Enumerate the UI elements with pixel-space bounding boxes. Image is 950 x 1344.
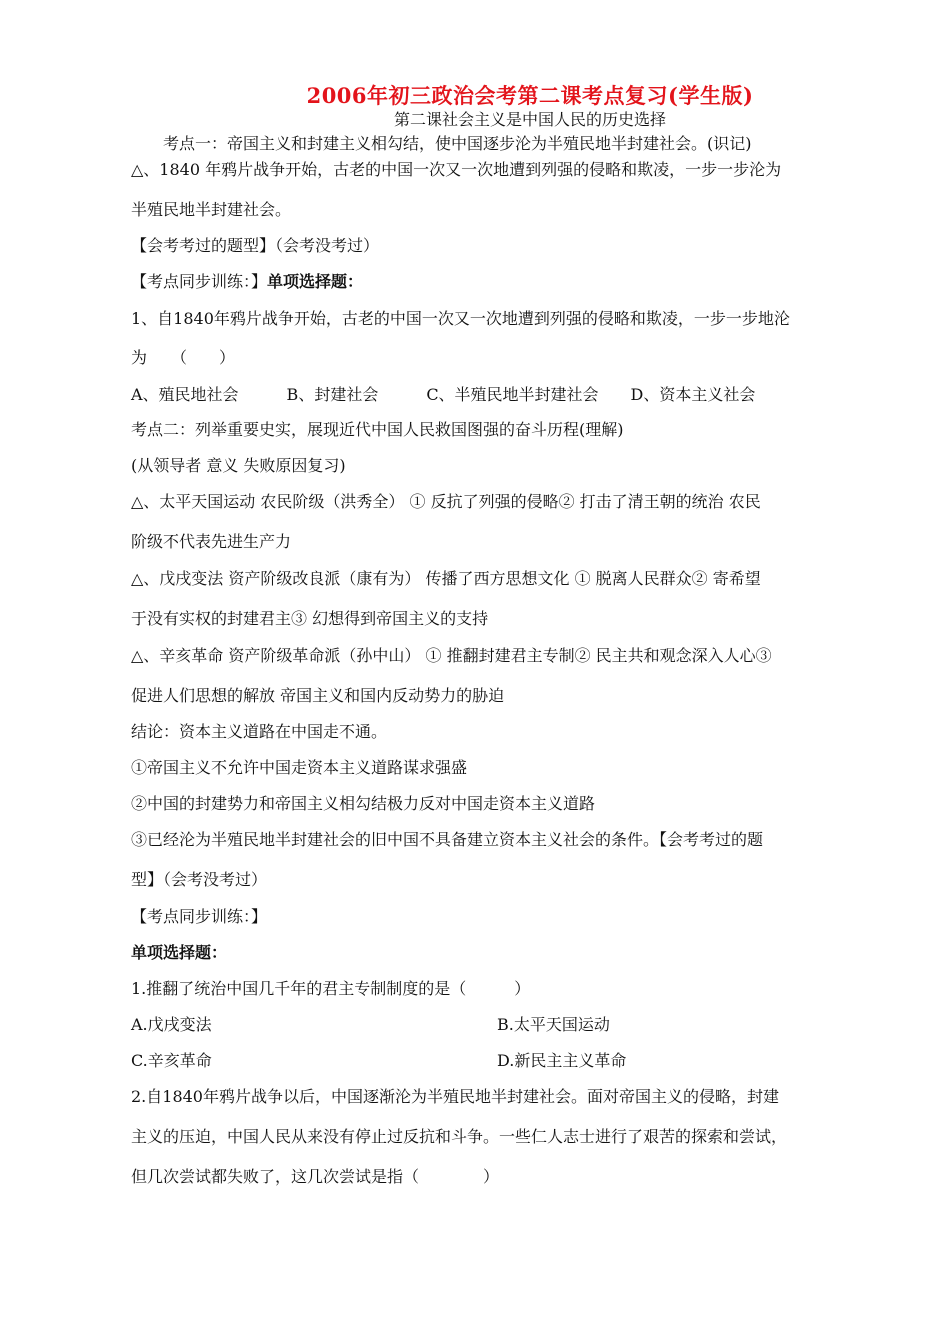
key-point-2-note: (从领导者 意义 失败原因复习) — [131, 456, 346, 475]
question-2-option-a: A.戊戌变法 — [131, 1015, 212, 1034]
paragraph: 半殖民地半封建社会。 — [131, 200, 292, 219]
exam-type-note: 【会考考过的题型】（会考没考过） — [131, 236, 380, 255]
practice-label: 【考点同步训练：】 — [131, 272, 268, 291]
question-2: 1.推翻了统治中国几千年的君主专制制度的是（ ） — [131, 979, 531, 998]
key-point-1: 考点一：帝国主义和封建主义相勾结，使中国逐步沦为半殖民地半封建社会。(识记) — [163, 134, 752, 153]
practice-label-2: 【考点同步训练：】 — [131, 907, 268, 926]
question-3-cont-2: 但几次尝试都失败了，这几次尝试是指（ ） — [131, 1167, 500, 1186]
question-2-option-d: D.新民主主义革命 — [497, 1051, 627, 1070]
document-subtitle: 第二课社会主义是中国人民的历史选择 — [393, 110, 666, 129]
taiping-line-cont: 阶级不代表先进生产力 — [131, 532, 292, 551]
conclusion-point-1: ①帝国主义不允许中国走资本主义道路谋求强盛 — [131, 758, 468, 777]
conclusion-point-2: ②中国的封建势力和帝国主义相勾结极力反对中国走资本主义道路 — [131, 794, 596, 813]
wuxu-line: △、戊戌变法 资产阶级改良派（康有为） 传播了西方思想文化 ① 脱离人民群众② 寄希望 — [131, 569, 761, 588]
wuxu-line-cont: 于没有实权的封建君主③ 幻想得到帝国主义的支持 — [131, 609, 489, 628]
single-choice-label-2: 单项选择题： — [131, 943, 228, 962]
question-3: 2.自1840年鸦片战争以后，中国逐渐沦为半殖民地半封建社会。面对帝国主义的侵略，封建 — [131, 1087, 779, 1106]
xinhai-line: △、辛亥革命 资产阶级革命派（孙中山） ① 推翻封建君主专制② 民主共和观念深入人心③ — [131, 646, 772, 665]
conclusion: 结论：资本主义道路在中国走不通。 — [131, 722, 388, 741]
question-1-cont: 为 （ ） — [131, 348, 236, 367]
single-choice-label: 单项选择题： — [267, 272, 364, 291]
conclusion-point-3: ③已经沦为半殖民地半封建社会的旧中国不具备建立资本主义社会的条件。【会考考过的题 — [131, 830, 764, 849]
practice-heading — [131, 272, 363, 292]
conclusion-point-3-cont: 型】（会考没考过） — [131, 870, 268, 889]
question-1: 1、自1840年鸦片战争开始，古老的中国一次又一次地遭到列强的侵略和欺凌，一步一步地沦 — [131, 309, 790, 328]
question-1-options: A、殖民地社会 B、封建社会 C、半殖民地半封建社会 D、资本主义社会 — [131, 385, 756, 404]
question-2-option-b: B.太平天国运动 — [497, 1015, 610, 1034]
document-title: 2006年初三政治会考第二课考点复习(学生版) — [306, 83, 754, 108]
paragraph: △、1840 年鸦片战争开始，古老的中国一次又一次地遭到列强的侵略和欺凌，一步一步沦为 — [131, 160, 782, 179]
key-point-2: 考点二：列举重要史实，展现近代中国人民救国图强的奋斗历程(理解) — [131, 420, 624, 439]
question-3-cont: 主义的压迫，中国人民从来没有停止过反抗和斗争。一些仁人志士进行了艰苦的探索和尝试， — [131, 1127, 788, 1146]
xinhai-line-cont: 促进人们思想的解放 帝国主义和国内反动势力的胁迫 — [131, 686, 505, 705]
question-2-option-c: C.辛亥革命 — [131, 1051, 212, 1070]
taiping-line: △、太平天国运动 农民阶级（洪秀全） ① 反抗了列强的侵略② 打击了清王朝的统治 农民 — [131, 492, 761, 511]
